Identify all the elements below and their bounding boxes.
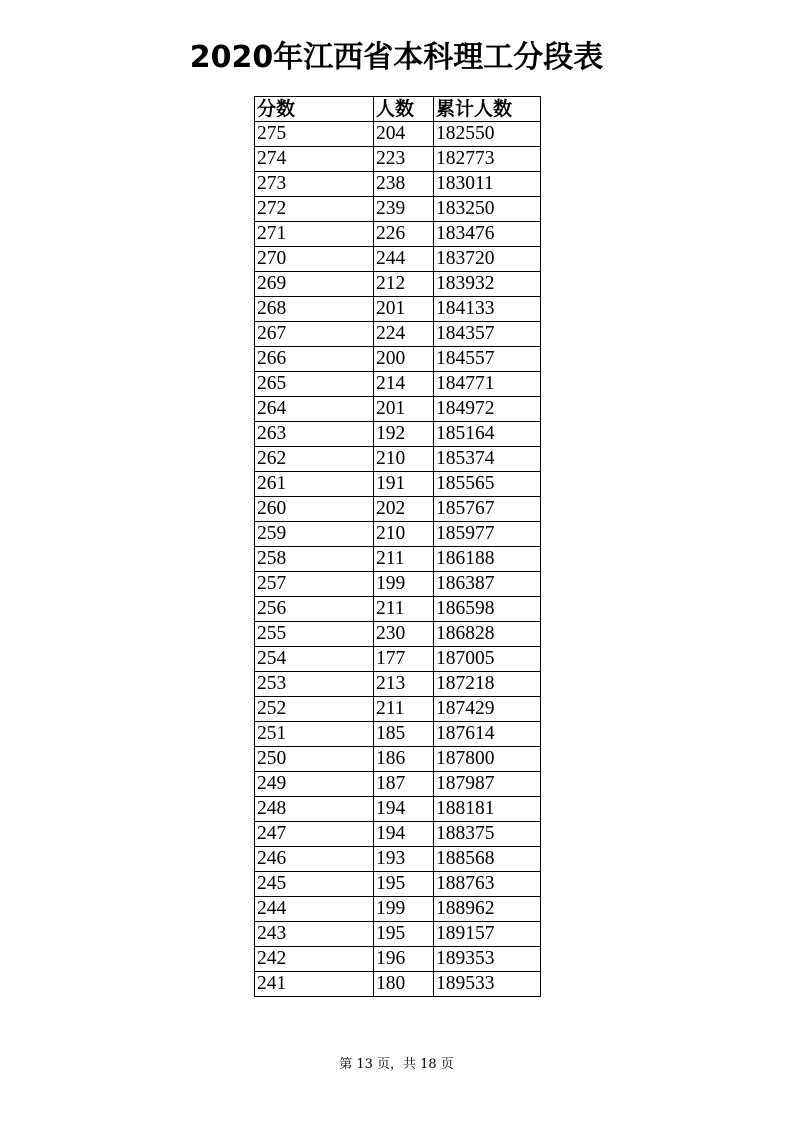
table-row (255, 147, 541, 172)
table-row (255, 872, 541, 897)
cell-count: 224 (374, 322, 434, 347)
cell-count: 201 (374, 397, 434, 422)
cell-count: 200 (374, 347, 434, 372)
cell-score: 255 (255, 622, 374, 647)
cell-cumulative: 183011 (434, 172, 541, 197)
cell-count: 210 (374, 522, 434, 547)
cell-count: 199 (374, 897, 434, 922)
table-row (255, 697, 541, 722)
cell-cumulative: 184557 (434, 347, 541, 372)
cell-cumulative: 183476 (434, 222, 541, 247)
header-score: 分数 (255, 97, 374, 122)
cell-score: 244 (255, 897, 374, 922)
cell-score: 250 (255, 747, 374, 772)
cell-count: 186 (374, 747, 434, 772)
table-row (255, 722, 541, 747)
cell-count: 213 (374, 672, 434, 697)
cell-cumulative: 184972 (434, 397, 541, 422)
cell-cumulative: 187218 (434, 672, 541, 697)
cell-cumulative: 189533 (434, 972, 541, 997)
table-row (255, 897, 541, 922)
cell-cumulative: 182550 (434, 122, 541, 147)
table-row (255, 297, 541, 322)
cell-cumulative: 185565 (434, 472, 541, 497)
cell-count: 196 (374, 947, 434, 972)
cell-score: 247 (255, 822, 374, 847)
cell-count: 211 (374, 597, 434, 622)
cell-score: 270 (255, 247, 374, 272)
cell-cumulative: 183932 (434, 272, 541, 297)
cell-count: 191 (374, 472, 434, 497)
cell-count: 238 (374, 172, 434, 197)
table-row (255, 597, 541, 622)
cell-count: 199 (374, 572, 434, 597)
cell-count: 239 (374, 197, 434, 222)
cell-count: 211 (374, 547, 434, 572)
cell-score: 272 (255, 197, 374, 222)
cell-cumulative: 185164 (434, 422, 541, 447)
cell-count: 201 (374, 297, 434, 322)
cell-score: 274 (255, 147, 374, 172)
table-row (255, 622, 541, 647)
cell-count: 193 (374, 847, 434, 872)
page-title: 2020年江西省本科理工分段表 (189, 40, 604, 75)
cell-score: 258 (255, 547, 374, 572)
cell-cumulative: 187005 (434, 647, 541, 672)
cell-score: 256 (255, 597, 374, 622)
cell-score: 275 (255, 122, 374, 147)
cell-count: 195 (374, 872, 434, 897)
cell-cumulative: 187614 (434, 722, 541, 747)
table-row (255, 347, 541, 372)
cell-cumulative: 186188 (434, 547, 541, 572)
cell-count: 230 (374, 622, 434, 647)
table-row (255, 472, 541, 497)
cell-score: 273 (255, 172, 374, 197)
cell-cumulative: 184771 (434, 372, 541, 397)
cell-score: 241 (255, 972, 374, 997)
cell-count: 195 (374, 922, 434, 947)
cell-cumulative: 184357 (434, 322, 541, 347)
table-row (255, 922, 541, 947)
cell-count: 202 (374, 497, 434, 522)
table-row (255, 972, 541, 997)
cell-score: 266 (255, 347, 374, 372)
cell-score: 254 (255, 647, 374, 672)
table-row (255, 397, 541, 422)
cell-score: 257 (255, 572, 374, 597)
table-row (255, 322, 541, 347)
table-row (255, 272, 541, 297)
cell-score: 265 (255, 372, 374, 397)
cell-score: 245 (255, 872, 374, 897)
cell-score: 246 (255, 847, 374, 872)
table-row (255, 647, 541, 672)
cell-count: 212 (374, 272, 434, 297)
cell-cumulative: 182773 (434, 147, 541, 172)
table-header-row (255, 97, 541, 122)
cell-cumulative: 189157 (434, 922, 541, 947)
cell-score: 267 (255, 322, 374, 347)
cell-cumulative: 188375 (434, 822, 541, 847)
score-distribution-table (254, 96, 541, 997)
cell-score: 259 (255, 522, 374, 547)
table-row (255, 172, 541, 197)
table-row (255, 797, 541, 822)
cell-cumulative: 186598 (434, 597, 541, 622)
cell-count: 244 (374, 247, 434, 272)
cell-cumulative: 188568 (434, 847, 541, 872)
cell-score: 252 (255, 697, 374, 722)
table-row (255, 422, 541, 447)
cell-cumulative: 187429 (434, 697, 541, 722)
page-footer: 第 13 页，共 18 页 (339, 1057, 454, 1072)
cell-score: 251 (255, 722, 374, 747)
cell-cumulative: 184133 (434, 297, 541, 322)
cell-cumulative: 186828 (434, 622, 541, 647)
cell-count: 187 (374, 772, 434, 797)
table-row (255, 547, 541, 572)
cell-cumulative: 183720 (434, 247, 541, 272)
table-row (255, 672, 541, 697)
cell-score: 269 (255, 272, 374, 297)
cell-count: 226 (374, 222, 434, 247)
cell-count: 223 (374, 147, 434, 172)
cell-count: 204 (374, 122, 434, 147)
cell-score: 253 (255, 672, 374, 697)
cell-score: 261 (255, 472, 374, 497)
table-row (255, 947, 541, 972)
cell-cumulative: 188181 (434, 797, 541, 822)
cell-count: 194 (374, 822, 434, 847)
cell-count: 194 (374, 797, 434, 822)
table-row (255, 847, 541, 872)
cell-score: 262 (255, 447, 374, 472)
cell-cumulative: 185374 (434, 447, 541, 472)
cell-score: 268 (255, 297, 374, 322)
table-row (255, 497, 541, 522)
cell-cumulative: 188962 (434, 897, 541, 922)
header-cumulative: 累计人数 (434, 97, 541, 122)
cell-score: 263 (255, 422, 374, 447)
cell-count: 214 (374, 372, 434, 397)
cell-score: 248 (255, 797, 374, 822)
table-row (255, 247, 541, 272)
cell-score: 249 (255, 772, 374, 797)
cell-cumulative: 187987 (434, 772, 541, 797)
cell-cumulative: 183250 (434, 197, 541, 222)
table-row (255, 522, 541, 547)
table-row (255, 222, 541, 247)
table-row (255, 572, 541, 597)
cell-cumulative: 185767 (434, 497, 541, 522)
cell-count: 185 (374, 722, 434, 747)
cell-score: 260 (255, 497, 374, 522)
table-row (255, 772, 541, 797)
cell-score: 242 (255, 947, 374, 972)
cell-cumulative: 187800 (434, 747, 541, 772)
cell-cumulative: 186387 (434, 572, 541, 597)
table-row (255, 822, 541, 847)
cell-score: 243 (255, 922, 374, 947)
cell-cumulative: 189353 (434, 947, 541, 972)
cell-count: 192 (374, 422, 434, 447)
header-count: 人数 (374, 97, 434, 122)
table-body (255, 122, 541, 997)
table-row (255, 372, 541, 397)
cell-cumulative: 188763 (434, 872, 541, 897)
cell-count: 180 (374, 972, 434, 997)
cell-cumulative: 185977 (434, 522, 541, 547)
table-row (255, 122, 541, 147)
cell-count: 177 (374, 647, 434, 672)
table-row (255, 747, 541, 772)
cell-count: 211 (374, 697, 434, 722)
table-row (255, 447, 541, 472)
cell-score: 271 (255, 222, 374, 247)
cell-count: 210 (374, 447, 434, 472)
table-row (255, 197, 541, 222)
cell-score: 264 (255, 397, 374, 422)
